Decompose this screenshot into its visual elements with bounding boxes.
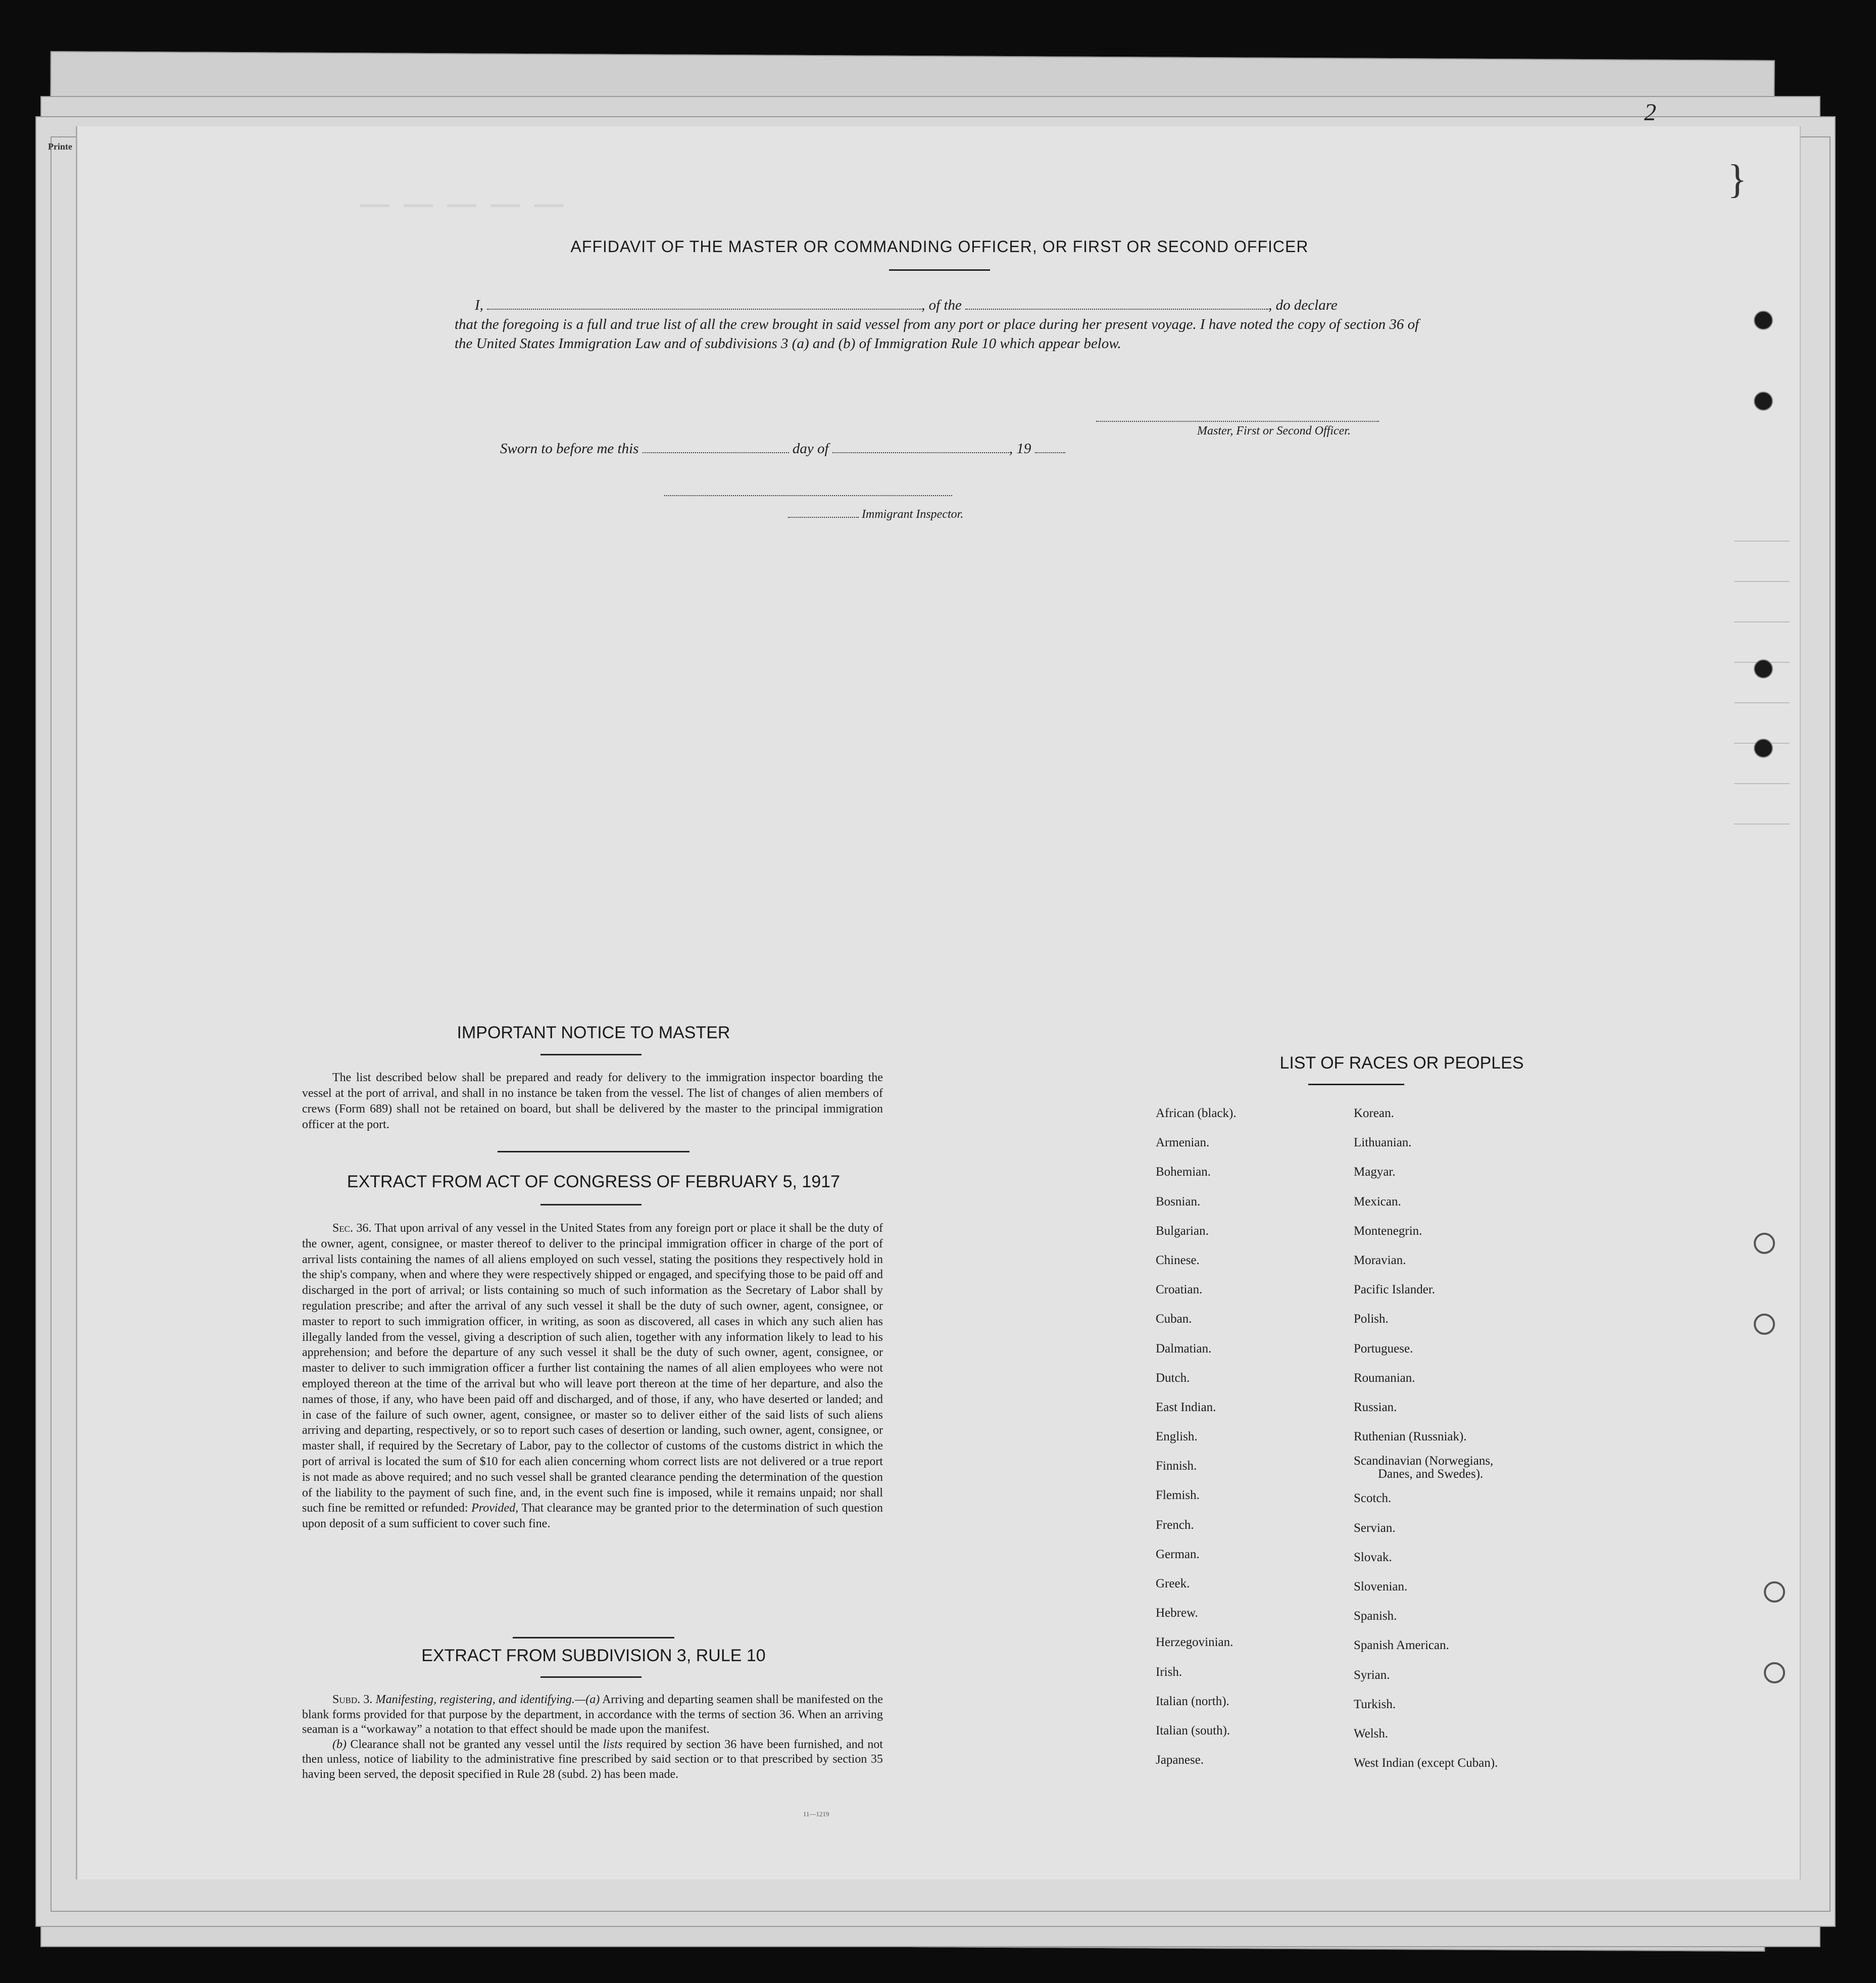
race-item: Pacific Islander. <box>1354 1283 1436 1297</box>
paragraph-b-label: (b) <box>332 1737 347 1751</box>
punch-hole <box>1764 1662 1785 1683</box>
affidavit-of-the: , of the <box>921 297 962 313</box>
races-right-column <box>1354 1099 1566 1778</box>
paragraph-a-label: —(a) <box>574 1693 600 1706</box>
race-item: Bohemian. <box>1156 1165 1211 1179</box>
races-left-column <box>1156 1099 1322 1775</box>
race-item: Finnish. <box>1156 1459 1197 1473</box>
ruled-line <box>1734 783 1790 784</box>
sworn-date-field[interactable] <box>643 441 789 453</box>
paragraph-a-text: Arriving and departing seamen shall be manifested on the blank forms provided for that purpose by the department, in accordance with the terms of section 36. When an arriving seaman is a “workaway” a notation to that effect should be made upon the manifest. <box>302 1693 883 1736</box>
punch-hole <box>1754 1233 1775 1254</box>
subdivision-label: Subd. 3. <box>332 1693 373 1706</box>
show-through-text: — — — — — <box>360 187 567 220</box>
race-item: Flemish. <box>1156 1488 1200 1503</box>
ruled-line <box>1734 621 1790 622</box>
title-rule <box>1308 1084 1404 1085</box>
race-item: Italian (south). <box>1156 1723 1230 1737</box>
race-item: Servian. <box>1354 1521 1396 1535</box>
race-item: Magyar. <box>1354 1165 1396 1179</box>
race-item: Spanish American. <box>1354 1638 1449 1653</box>
name-field[interactable] <box>487 297 921 310</box>
ruled-line <box>1734 824 1790 825</box>
race-item: Montenegrin. <box>1354 1224 1422 1238</box>
race-item: Italian (north). <box>1156 1694 1229 1708</box>
sworn-line <box>500 441 1065 457</box>
inspector-name-field[interactable] <box>788 517 859 518</box>
race-item: Lithuanian. <box>1354 1136 1412 1150</box>
punch-hole <box>1754 739 1773 758</box>
section-divider <box>498 1151 689 1152</box>
race-item: French. <box>1156 1518 1194 1532</box>
sworn-prefix: Sworn to before me this <box>500 441 639 457</box>
race-item: Cuban. <box>1156 1312 1192 1326</box>
race-item: Croatian. <box>1156 1283 1203 1297</box>
race-item: Greek. <box>1156 1577 1190 1590</box>
rule10-extract-body <box>302 1692 883 1782</box>
punch-hole <box>1754 659 1773 679</box>
race-item: African (black). <box>1156 1106 1237 1120</box>
signature-field[interactable] <box>1096 421 1379 422</box>
race-item: Roumanian. <box>1354 1371 1415 1385</box>
act-extract-title: EXTRACT FROM ACT OF CONGRESS OF FEBRUARY 5, 1917 <box>347 1172 841 1191</box>
affidavit-i: I, <box>475 297 483 313</box>
rule10-extract-title: EXTRACT FROM SUBDIVISION 3, RULE 10 <box>421 1646 766 1665</box>
race-item: Polish. <box>1354 1312 1389 1326</box>
race-item: East Indian. <box>1156 1400 1216 1414</box>
race-item: Slovenian. <box>1354 1580 1408 1593</box>
race-item: Moravian. <box>1354 1253 1406 1267</box>
race-item: Syrian. <box>1354 1668 1390 1682</box>
race-item: Chinese. <box>1156 1253 1200 1267</box>
race-item: Armenian. <box>1156 1136 1210 1150</box>
race-item: Irish. <box>1156 1665 1182 1679</box>
vessel-field[interactable] <box>965 297 1268 310</box>
race-item: Herzegovinian. <box>1156 1635 1233 1650</box>
ruled-line <box>1734 541 1790 542</box>
race-item: Portuguese. <box>1354 1341 1413 1356</box>
paragraph-a <box>302 1692 883 1737</box>
race-item: Welsh. <box>1354 1726 1389 1740</box>
race-item: West Indian (except Cuban). <box>1354 1756 1498 1770</box>
race-item: Korean. <box>1354 1106 1394 1120</box>
signature-label: Master, First or Second Officer. <box>1197 424 1351 438</box>
race-item: Spanish. <box>1354 1609 1397 1623</box>
affidavit-body <box>455 296 1419 353</box>
races-title: LIST OF RACES OR PEOPLES <box>1279 1053 1524 1073</box>
race-item: Bulgarian. <box>1156 1224 1209 1238</box>
title-rule <box>540 1204 641 1205</box>
edge-label: Printe <box>48 141 72 152</box>
page-number: 2 <box>1644 99 1656 126</box>
race-item: Scotch. <box>1354 1491 1392 1506</box>
ruled-line <box>1734 581 1790 582</box>
race-item: Ruthenian (Russniak). <box>1354 1430 1467 1444</box>
punch-hole <box>1754 1314 1775 1335</box>
subdivision-heading: Manifesting, registering, and identifying. <box>375 1693 575 1706</box>
inspector-label-row <box>788 508 963 521</box>
paragraph-b-rest: required by section 36 have been furnished, and not then unless, notice of liability to the administrative fine prescribed by said section or to that prescribed by section 35 having been served, the deposit specified in Rule 28 (subd. 2) has been made. <box>302 1737 883 1781</box>
title-rule <box>540 1054 641 1055</box>
affidavit-title: AFFIDAVIT OF THE MASTER OR COMMANDING OFFICER, OR FIRST OR SECOND OFFICER <box>570 237 1309 256</box>
sworn-day-label: day of <box>792 441 829 457</box>
affidavit-declaration-line <box>455 296 1419 315</box>
act-text-part1: That upon arrival of any vessel in the United States from any foreign port or place it shall be the duty of the owner, agent, consignee, or master thereof to deliver to the principal immigration officer in charge of the port of arrival lists containing the names of all aliens employed on such vessel, stating the positions they respectively hold in the ship's company, when and where they were respectively shipped or engaged, and specifying those to be paid off and discharged in the port of arrival; or lists containing so much of such information as the Secretary of Labor shall by regulation prescribe; and after the arrival of any such vessel it shall be the duty of such owner, agent, consignee, or master to report to such immigration officer, in writing, as soon as discovered, all cases in which any such alien has illegally landed from the vessel, giving a description of such alien, together with any information likely to lead to his apprehension; and before the departure of any such vessel it shall be the duty of such owner, agent, consignee, or master to deliver to such immigration officer a further list containing the names of all alien employees who were not employed thereon at the time of the arrival but who will leave port thereon at the time of her departure, and also the names of those, if any, who have been paid off and discharged, and of those, if any, who have deserted or landed; and in case of the failure of such owner, agent, consignee, or master so to deliver either of the said lists of such aliens arriving and departing, respectively, or so to report such cases of desertion or landing, such owner, agent, consignee, or master shall, if required by the Secretary of Labor, pay to the collector of customs of the customs district in which the port of arrival is located the sum of $10 for each alien concerning whom correct lists are not delivered or a true report is not made as above required; and no such vessel shall be granted clearance pending the determination of the question of the liability to the payment of such fine, and, in the event such fine is imposed, while it remains unpaid; nor shall such fine be remitted or refunded: <box>302 1222 883 1515</box>
ruled-line <box>1734 702 1790 703</box>
sworn-year-field[interactable] <box>1035 441 1065 453</box>
race-item: Scandinavian (Norwegians, Danes, and Swedes). <box>1354 1454 1494 1481</box>
affidavit-declare: , do declare <box>1268 297 1338 313</box>
sworn-year-label: , 19 <box>1009 441 1031 457</box>
inspector-label: Immigrant Inspector. <box>862 508 964 521</box>
punch-hole <box>1754 311 1773 330</box>
race-item: German. <box>1156 1547 1200 1561</box>
race-item: Dalmatian. <box>1156 1341 1212 1356</box>
race-item: Slovak. <box>1354 1550 1392 1564</box>
act-text-part2: That clearance may be granted prior to the determination of such question upon deposit of a sum sufficient to cover such fine. <box>302 1502 883 1531</box>
sworn-month-field[interactable] <box>832 441 1009 453</box>
provided-word: Provided, <box>471 1502 519 1515</box>
punch-hole <box>1764 1581 1785 1603</box>
race-item: Hebrew. <box>1156 1606 1198 1620</box>
section-divider <box>513 1637 674 1638</box>
title-rule <box>889 269 990 271</box>
affidavit-statement: that the foregoing is a full and true list of all the crew brought in said vessel from any port or place during her present voyage. I have noted the copy of section 36 of the United States Immigration Law and of subdivisions 3 (a) and (b) of Immigration Rule 10 which appear below. <box>455 316 1419 352</box>
notice-body: The list described below shall be prepared and ready for delivery to the immigration inspector boarding the vessel at the port of arrival, and shall in no instance be taken from the vessel. The list of changes of alien members of crews (Form 689) shall not be retained on board, but shall be delivered by the master to the principal immigration officer at the port. <box>302 1071 883 1131</box>
title-rule <box>540 1676 641 1678</box>
punch-hole <box>1754 392 1773 411</box>
race-item: Mexican. <box>1354 1194 1401 1208</box>
form-number: 11—1219 <box>803 1810 829 1818</box>
paragraph-b-start: Clearance shall not be granted any vessel until the <box>350 1737 600 1751</box>
race-item: Russian. <box>1354 1400 1397 1414</box>
race-item: Turkish. <box>1354 1697 1396 1711</box>
race-item: English. <box>1156 1430 1198 1444</box>
race-item: Bosnian. <box>1156 1194 1201 1208</box>
bracket-mark: } <box>1727 157 1747 202</box>
notice-title: IMPORTANT NOTICE TO MASTER <box>457 1023 730 1042</box>
section-label: Sec. 36. <box>332 1222 372 1235</box>
race-item: Japanese. <box>1156 1753 1204 1767</box>
race-item: Dutch. <box>1156 1371 1190 1385</box>
lists-word: lists <box>603 1737 623 1751</box>
inspector-signature-field[interactable] <box>664 495 952 496</box>
act-extract-body <box>302 1221 883 1532</box>
paragraph-b <box>302 1737 883 1782</box>
